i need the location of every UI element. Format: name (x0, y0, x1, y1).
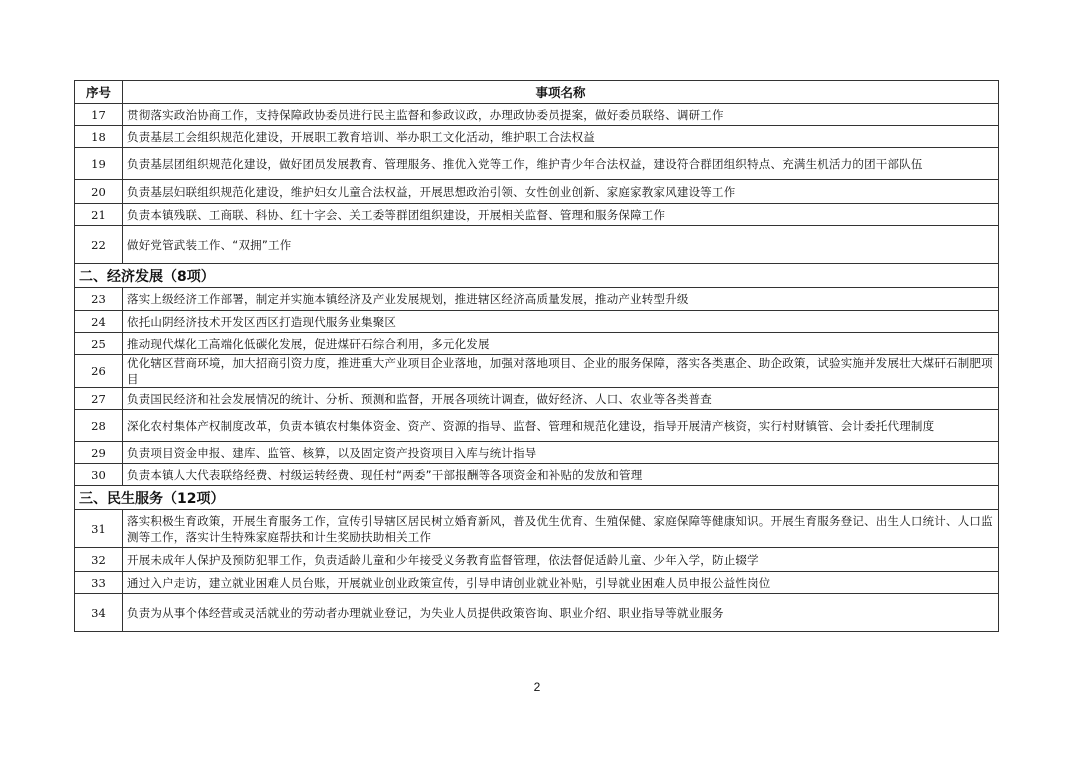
row-description: 优化辖区营商环境，加大招商引资力度，推进重大产业项目企业落地，加强对落地项目、企业的服务保障，落实各类惠企、助企政策，试验实施并发展壮大煤矸石制肥项目 (123, 355, 999, 388)
table-row (75, 442, 999, 464)
row-number: 25 (75, 333, 123, 355)
row-description: 做好党管武装工作、“双拥”工作 (123, 226, 999, 264)
row-description: 深化农村集体产权制度改革，负责本镇农村集体资金、资产、资源的指导、监督、管理和规范化建设，指导开展清产核资，实行村财镇管、会计委托代理制度 (123, 410, 999, 442)
table-row (75, 410, 999, 442)
row-description: 开展未成年人保护及预防犯罪工作，负责适龄儿童和少年接受义务教育监督管理，依法督促适龄儿童、少年入学，防止辍学 (123, 548, 999, 572)
table-row (75, 333, 999, 355)
row-description: 落实积极生育政策，开展生育服务工作，宣传引导辖区居民树立婚育新风，普及优生优育、生殖保健、家庭保障等健康知识。开展生育服务登记、出生人口统计、人口监测等工作，落实计生特殊家庭帮扶和计生奖励扶助相关工作 (123, 510, 999, 548)
row-number: 28 (75, 410, 123, 442)
row-number: 22 (75, 226, 123, 264)
row-number: 20 (75, 180, 123, 204)
row-description: 负责项目资金申报、建库、监管、核算，以及固定资产投资项目入库与统计指导 (123, 442, 999, 464)
row-description: 贯彻落实政治协商工作，支持保障政协委员进行民主监督和参政议政，办理政协委员提案，做好委员联络、调研工作 (123, 104, 999, 126)
table-row (75, 148, 999, 180)
row-number: 29 (75, 442, 123, 464)
table-body (75, 104, 999, 632)
header-num: 序号 (75, 81, 123, 104)
row-number: 27 (75, 388, 123, 410)
table-row (75, 288, 999, 311)
row-number: 24 (75, 311, 123, 333)
table-row (75, 180, 999, 204)
row-number: 32 (75, 548, 123, 572)
table-row (75, 388, 999, 410)
row-number: 21 (75, 204, 123, 226)
section-title: 三、民生服务（12项） (75, 486, 999, 510)
table-row (75, 572, 999, 594)
table-row (75, 594, 999, 632)
section-title: 二、经济发展（8项） (75, 264, 999, 288)
row-number: 17 (75, 104, 123, 126)
row-description: 负责为从事个体经营或灵活就业的劳动者办理就业登记，为失业人员提供政策咨询、职业介绍、职业指导等就业服务 (123, 594, 999, 632)
row-number: 33 (75, 572, 123, 594)
table-row (75, 355, 999, 388)
row-description: 负责基层团组织规范化建设，做好团员发展教育、管理服务、推优入党等工作，维护青少年合法权益，建设符合群团组织特点、充满生机活力的团干部队伍 (123, 148, 999, 180)
row-description: 依托山阴经济技术开发区西区打造现代服务业集聚区 (123, 311, 999, 333)
row-description: 负责国民经济和社会发展情况的统计、分析、预测和监督，开展各项统计调查，做好经济、人口、农业等各类普查 (123, 388, 999, 410)
row-number: 18 (75, 126, 123, 148)
row-number: 26 (75, 355, 123, 388)
row-number: 30 (75, 464, 123, 486)
table-row (75, 104, 999, 126)
row-description: 负责基层工会组织规范化建设，开展职工教育培训、举办职工文化活动，维护职工合法权益 (123, 126, 999, 148)
items-table (74, 80, 999, 632)
section-row (75, 264, 999, 288)
table-row (75, 226, 999, 264)
table-row (75, 464, 999, 486)
row-number: 23 (75, 288, 123, 311)
row-description: 通过入户走访，建立就业困难人员台账，开展就业创业政策宣传，引导申请创业就业补贴，引导就业困难人员申报公益性岗位 (123, 572, 999, 594)
row-description: 负责基层妇联组织规范化建设，维护妇女儿童合法权益，开展思想政治引领、女性创业创新、家庭家教家风建设等工作 (123, 180, 999, 204)
row-description: 落实上级经济工作部署，制定并实施本镇经济及产业发展规划，推进辖区经济高质量发展，推动产业转型升级 (123, 288, 999, 311)
row-description: 负责本镇残联、工商联、科协、红十字会、关工委等群团组织建设，开展相关监督、管理和服务保障工作 (123, 204, 999, 226)
header-name: 事项名称 (123, 81, 999, 104)
table-row (75, 204, 999, 226)
row-number: 34 (75, 594, 123, 632)
header-row (75, 81, 999, 104)
row-description: 负责本镇人大代表联络经费、村级运转经费、现任村“两委”干部报酬等各项资金和补贴的发放和管理 (123, 464, 999, 486)
table-row (75, 311, 999, 333)
section-row (75, 486, 999, 510)
table-row (75, 548, 999, 572)
row-description: 推动现代煤化工高端化低碳化发展，促进煤矸石综合利用，多元化发展 (123, 333, 999, 355)
page-number: 2 (533, 680, 541, 694)
table-row (75, 126, 999, 148)
row-number: 31 (75, 510, 123, 548)
row-number: 19 (75, 148, 123, 180)
table-row (75, 510, 999, 548)
